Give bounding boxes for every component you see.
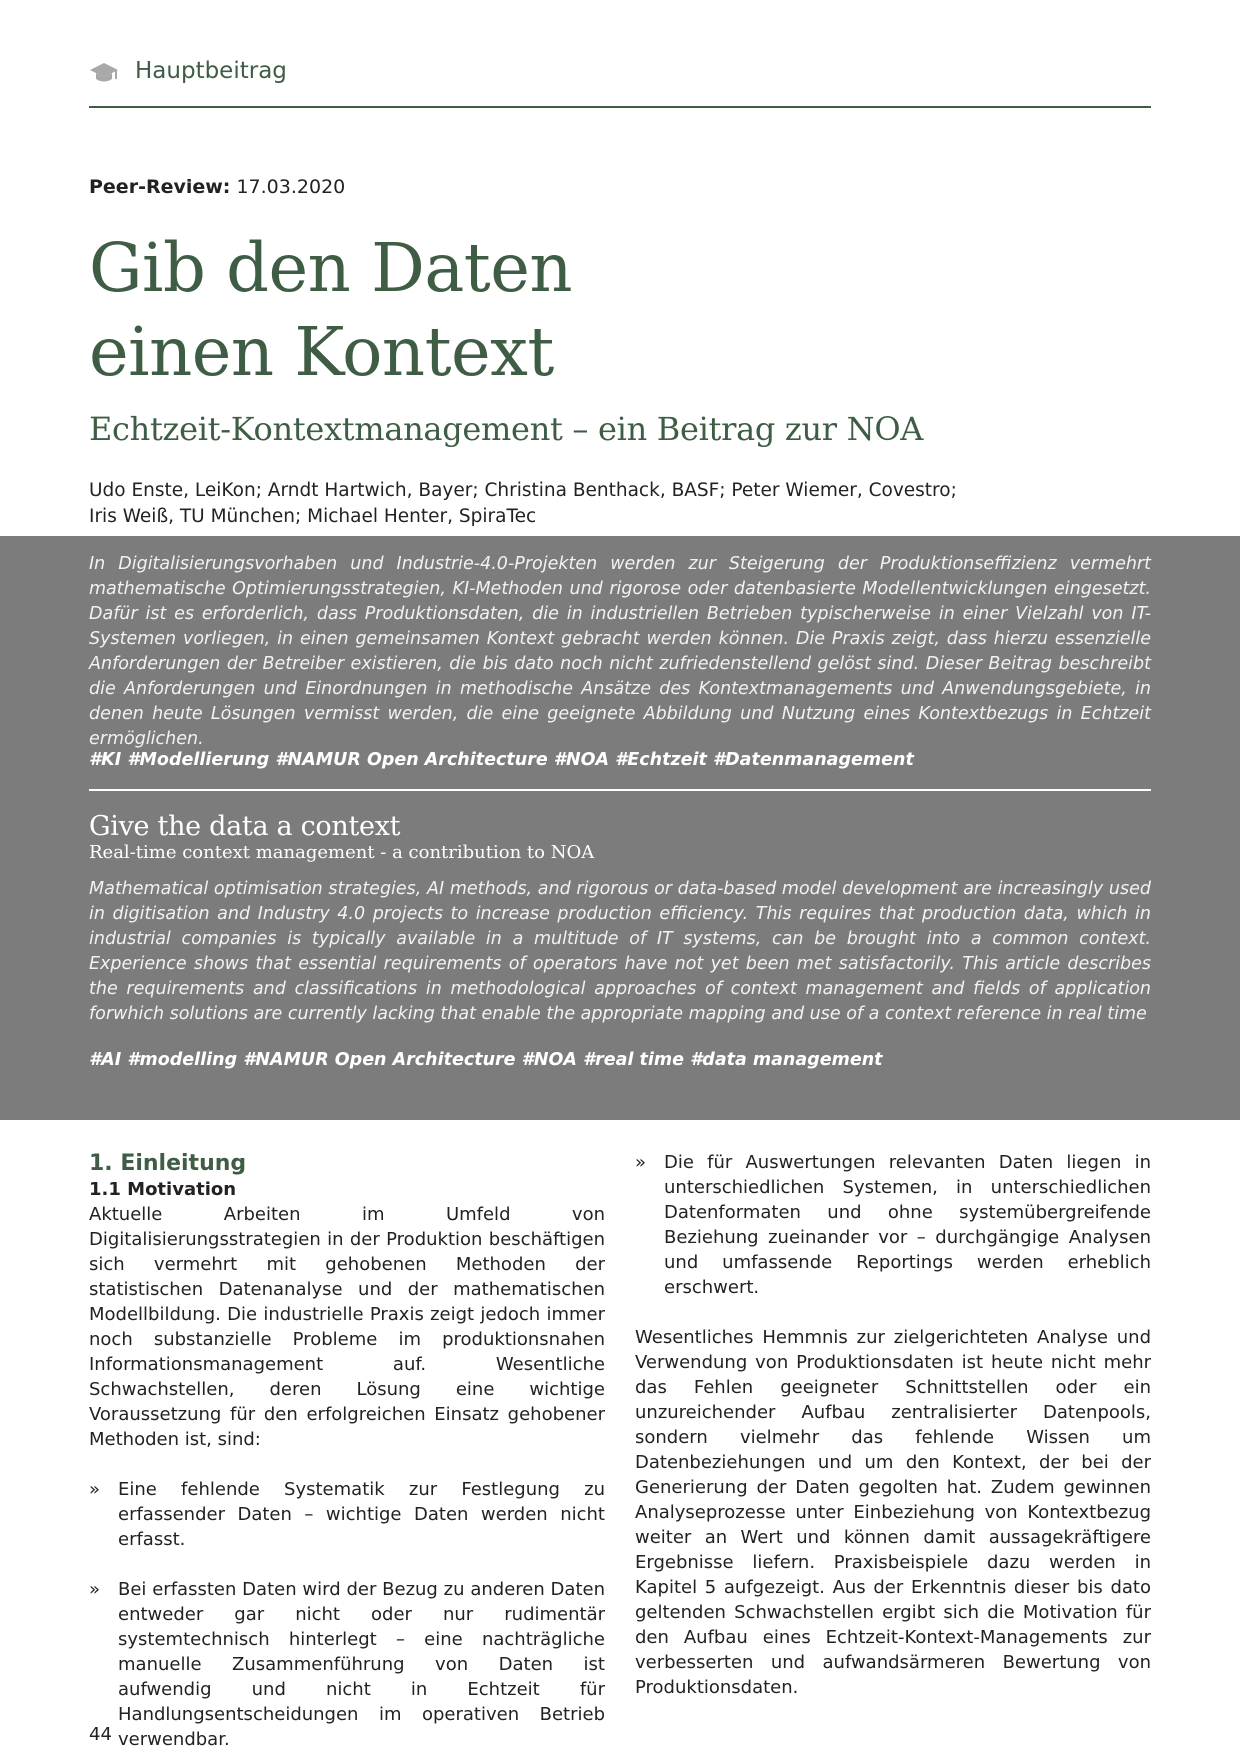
article-title-line-1: Gib den Daten bbox=[89, 229, 573, 307]
abstract-german: In Digitalisierungsvorhaben und Industrie-4.0-Projekten werden zur Steigerung der Produktionseffizienz vermehrt mathematische Optimierungsstrategien, KI-Methoden und rigorose oder datenbasierte Modellentwicklungen eingesetzt. Dafür ist es erforderlich, dass Produktionsdaten, die in industriellen Betrieben typischerweise in einer Vielzahl von IT-Systemen vorliegen, in einen gemeinsamen Kontext gebracht werden können. Die Praxis zeigt, dass hierzu essenzielle Anforderungen der Betreiber existieren, die bis dato noch nicht zufriedenstellend gelöst sind. Dieser Beitrag beschreibt die Anforderungen und Einordnungen in methodische Ansätze des Kontextmanagements und Anwendungsgebiete, in denen heute Lösungen vermisst werden, die eine geeignete Abbildung und Nutzung eines Kontextbezugs in Echtzeit ermöglichen. bbox=[89, 554, 1151, 749]
peer-review-label: Peer-Review: bbox=[89, 176, 231, 198]
keywords-english: #AI #modelling #NAMUR Open Architecture #NOA #real time #data management bbox=[89, 1050, 883, 1070]
bullet-mark: » bbox=[89, 1579, 101, 1600]
bullet-mark: » bbox=[635, 1152, 647, 1173]
keywords-german: #KI #Modellierung #NAMUR Open Architecture #NOA #Echtzeit #Datenmanagement bbox=[89, 750, 914, 770]
abstract-divider bbox=[89, 789, 1151, 791]
peer-review-line bbox=[89, 176, 345, 198]
list-item-text: Eine fehlende Systematik zur Festlegung zu erfassender Daten – wichtige Daten werden nicht erfasst. bbox=[118, 1479, 605, 1550]
author-line-2: Iris Weiß, TU München; Michael Henter, SpiraTec bbox=[89, 506, 537, 527]
list-item-text: Die für Auswertungen relevanten Daten liegen in unterschiedlichen Systemen, in unterschiedlichen Datenformaten und ohne systemübergreifende Beziehung zueinander vor – durchgängige Analysen und umfassende Reportings werden erheblich erschwert. bbox=[664, 1152, 1151, 1298]
section-label: Hauptbeitrag bbox=[135, 58, 287, 84]
list-item-text: Bei erfassten Daten wird der Bezug zu anderen Daten entweder gar nicht oder nur rudimentär systemtechnisch hinterlegt – eine nachträgliche manuelle Zusammenführung von Daten ist aufwendig und nicht in Echtzeit für Handlungsentscheidungen im operativen Betrieb verwendbar. bbox=[118, 1579, 605, 1750]
body-column-right bbox=[635, 1150, 1151, 1700]
bullet-mark: » bbox=[89, 1479, 101, 1500]
conclusion-paragraph: Wesentliches Hemmnis zur zielgerichteten Analyse und Verwendung von Produktionsdaten ist heute nicht mehr das Fehlen geeigneter Schnittstellen oder ein unzureichender Aufbau zentralisierter Datenpools, sondern vielmehr das fehlende Wissen um Datenbeziehungen und um den Kontext, der bei der Generierung der Daten gegolten hat. Zudem gewinnen Analyseprozesse unter Einbeziehung von Kontextbezug weiter an Wert und können damit aussagekräftigere Ergebnisse liefern. Praxisbeispiele dazu werden in Kapitel 5 aufgezeigt. Aus der Erkenntnis dieser bis dato geltenden Schwachstellen ergibt sich die Motivation für den Aufbau eines Echtzeit-Kontext-Managements zur verbesserten und aufwandsärmeren Bewertung von Produktionsdaten. bbox=[635, 1327, 1151, 1698]
article-subtitle: Echtzeit-Kontextmanagement – ein Beitrag zur NOA bbox=[89, 410, 924, 448]
list-item bbox=[89, 1477, 605, 1552]
article-title bbox=[89, 226, 572, 394]
subsection-heading: 1.1 Motivation bbox=[89, 1179, 237, 1200]
english-title: Give the data a context bbox=[89, 811, 401, 842]
article-title-line-2: einen Kontext bbox=[89, 313, 554, 391]
author-line-1: Udo Enste, LeiKon; Arndt Hartwich, Bayer; Christina Benthack, BASF; Peter Wiemer, Covestro; bbox=[89, 480, 957, 501]
section-heading: 1. Einleitung bbox=[89, 1151, 247, 1176]
list-item bbox=[635, 1150, 1151, 1300]
peer-review-date: 17.03.2020 bbox=[236, 176, 346, 198]
body-column-left bbox=[89, 1150, 605, 1752]
list-item bbox=[89, 1577, 605, 1752]
english-subtitle: Real-time context management - a contribution to NOA bbox=[89, 842, 595, 863]
section-header bbox=[89, 56, 1151, 108]
intro-paragraph: Aktuelle Arbeiten im Umfeld von Digitalisierungsstrategien in der Produktion beschäftigen sich vermehrt mit gehobenen Methoden der statistischen Datenanalyse und der mathematischen Modellbildung. Die industrielle Praxis zeigt jedoch immer noch substanzielle Probleme im produktionsnahen Informationsmanagement auf. Wesentliche Schwachstellen, deren Lösung eine wichtige Voraussetzung für den erfolgreichen Einsatz gehobener Methoden ist, sind: bbox=[89, 1204, 605, 1450]
author-list bbox=[89, 478, 1089, 530]
graduation-cap-icon bbox=[89, 60, 119, 86]
page-number: 44 bbox=[89, 1724, 112, 1745]
abstract-english: Mathematical optimisation strategies, AI methods, and rigorous or data-based model development are increasingly used in digitisation and Industry 4.0 projects to increase production efficiency. This requires that production data, which in industrial companies is typically available in a multitude of IT systems, can be brought into a common context. Experience shows that essential requirements of operators have not yet been met satisfactorily. This article describes the requirements and classifications in methodological approaches of context management and fields of application forwhich solutions are currently lacking that enable the appropriate mapping and use of a context reference in real time bbox=[89, 879, 1151, 1024]
